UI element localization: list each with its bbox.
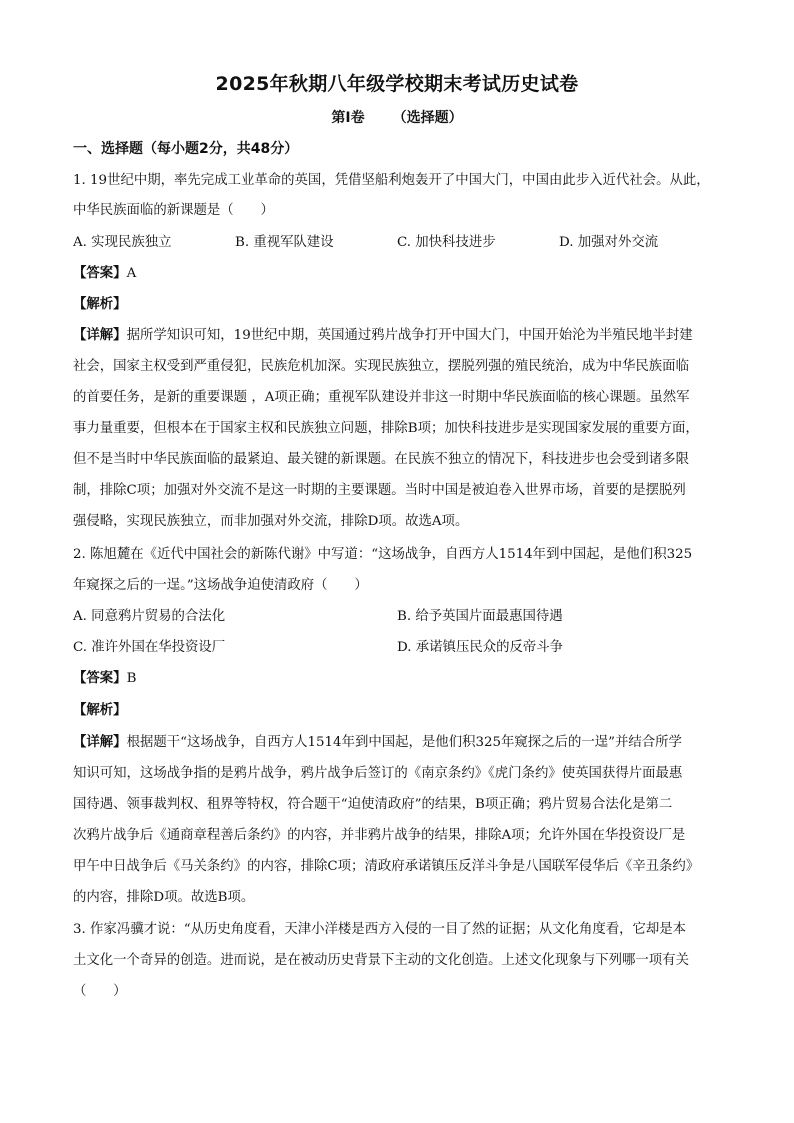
q2-detail-line-3: 国待遇、领事裁判权、租界等特权，符合题干“迫使清政府”的结果，B项正确；鸦片贸易合法化是第二 — [73, 797, 673, 812]
answer-value: A — [126, 266, 137, 281]
part-heading — [0, 107, 794, 127]
q1-option-c: C. 加快科技进步 — [397, 235, 496, 250]
q1-option-d: D. 加强对外交流 — [559, 235, 659, 250]
q1-analysis-tag: 【解析】 — [73, 297, 127, 312]
q1-detail-line-2: 社会，国家主权受到严重侵犯，民族危机加深。实现民族独立，摆脱列强的殖民统治，成为中华民族面临 — [73, 359, 689, 374]
detail-text: 根据题干“这场战争，自西方人1514年到中国起，是他们积325年窥探之后的一逞”并结合所学 — [126, 735, 682, 750]
part-type: （选择题） — [392, 110, 463, 126]
answer-tag: 【答案】 — [73, 266, 127, 281]
q1-detail-line-5: 但不是当时中华民族面临的最紧迫、最关键的新课题。在民族不独立的情况下，科技进步也会受到诸多限 — [73, 452, 689, 467]
q1-detail-line-7: 强侵略，实现民族独立，而非加强对外交流，排除D项。故选A项。 — [73, 514, 469, 529]
q2-detail-line-4: 次鸦片战争后《通商章程善后条约》的内容，并非鸦片战争的结果，排除A项；允许外国在华投资设厂是 — [73, 828, 686, 843]
q1-detail-line-6: 制，排除C项；加强对外交流不是这一时期的主要课题。当时中国是被迫卷入世界市场，首要的是摆脱列 — [73, 483, 686, 498]
q1-detail-line-1 — [73, 326, 733, 346]
detail-tag: 【详解】 — [73, 735, 127, 750]
exam-title: 2025年秋期八年级学校期末考试历史试卷 — [215, 73, 579, 95]
q3-stem-line-2: 土文化一个奇异的创造。进而说，是在被动历史背景下主动的文化创造。上述文化现象与下列哪一项有关 — [73, 953, 689, 968]
q2-stem-line-2: 年窥探之后的一逞。”这场战争迫使清政府（ ） — [73, 578, 368, 593]
q1-option-a: A. 实现民族独立 — [73, 235, 172, 250]
q1-stem-line-1: 1. 19世纪中期，率先完成工业革命的英国，凭借坚船利炮轰开了中国大门，中国由此步入近代社会。从此， — [73, 173, 710, 188]
q3-stem-line-3: （ ） — [73, 984, 127, 999]
q2-analysis-tag: 【解析】 — [73, 703, 127, 718]
q1-answer — [73, 264, 733, 284]
q2-answer — [73, 669, 733, 689]
q1-detail-line-4: 事力量重要，但根本在于国家主权和民族独立问题，排除B项；加快科技进步是实现国家发展的重要方面， — [73, 421, 699, 436]
q2-option-d: D. 承诺镇压民众的反帝斗争 — [397, 640, 564, 655]
q2-option-c: C. 准许外国在华投资设厂 — [73, 640, 226, 655]
detail-tag: 【详解】 — [73, 328, 127, 343]
q2-stem-line-1: 2. 陈旭麓在《近代中国社会的新陈代谢》中写道：“这场战争，自西方人1514年到中国起，是他们积325 — [73, 547, 693, 562]
section-heading: 一、选择题（每小题2分，共48分） — [73, 141, 299, 157]
q1-option-b: B. 重视军队建设 — [235, 235, 334, 250]
answer-value: B — [126, 671, 137, 686]
q2-detail-line-2: 知识可知，这场战争指的是鸦片战争，鸦片战争后签订的《南京条约》《虎门条约》使英国获得片面最惠 — [73, 766, 683, 781]
detail-text: 据所学知识可知，19世纪中期，英国通过鸦片战争打开中国大门，中国开始沦为半殖民地半封建 — [126, 328, 693, 343]
answer-tag: 【答案】 — [73, 671, 127, 686]
part-label: 第Ⅰ卷 — [331, 110, 365, 126]
q2-option-a: A. 同意鸦片贸易的合法化 — [73, 609, 226, 624]
q2-detail-line-6: 的内容，排除D项。故选B项。 — [73, 890, 255, 905]
q1-detail-line-3: 的首要任务，是新的重要课题 ，A项正确；重视军队建设并非这一时期中华民族面临的核心课题。虽然军 — [73, 390, 690, 405]
q3-stem-line-1: 3. 作家冯骥才说：“从历史角度看，天津小洋楼是西方入侵的一目了然的证据；从文化角度看，它却是本 — [73, 922, 687, 937]
q2-detail-line-1 — [73, 733, 733, 753]
q1-stem-line-2: 中华民族面临的新课题是（ ） — [73, 203, 274, 218]
q2-detail-line-5: 甲午中日战争后《马关条约》的内容，排除C项；清政府承诺镇压反洋斗争是八国联军侵华后《辛丑条约》 — [73, 859, 700, 874]
q2-option-b: B. 给予英国片面最惠国待遇 — [397, 609, 563, 624]
